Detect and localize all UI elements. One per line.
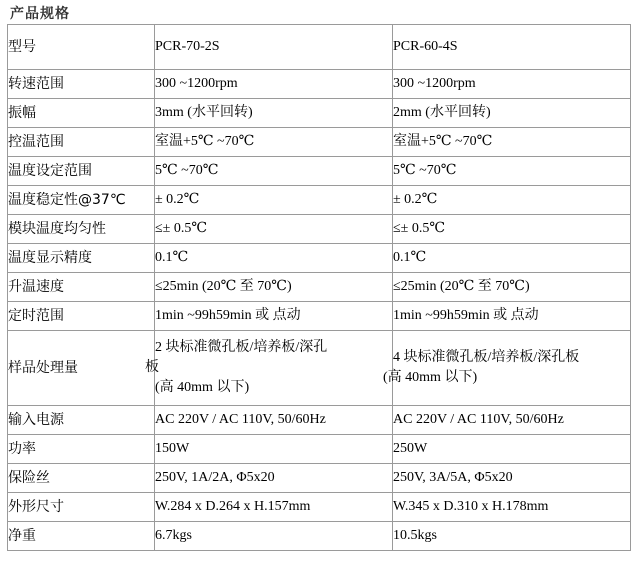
row-label: 输入电源 [8,406,155,435]
table-row [8,70,631,99]
table-row-sample-capacity [8,331,631,406]
model-1-value: AC 220V / AC 110V, 50/60Hz [155,406,393,435]
model-1-value: 150W [155,435,393,464]
row-label: 定时范围 [8,302,155,331]
table-row [8,186,631,215]
value-line: 板 [145,360,159,375]
section-title: 产品规格 [10,6,70,22]
model-2-value: ≤25min (20℃ 至 70℃) [393,273,631,302]
row-label: 外形尺寸 [8,493,155,522]
row-label: 转速范围 [8,70,155,99]
table-row [8,215,631,244]
model-1-value: 300 ~1200rpm [155,70,393,99]
model-1-value: 5℃ ~70℃ [155,157,393,186]
value-line: (高 40mm 以下) [383,370,478,385]
row-label: 温度显示精度 [8,244,155,273]
value-line: 4 块标准微孔板/培养板/深孔板 [393,350,580,365]
row-label: 升温速度 [8,273,155,302]
model-1-value: 0.1℃ [155,244,393,273]
table-row [8,464,631,493]
model-2-value: 2mm (水平回转) [393,99,631,128]
table-row [8,493,631,522]
row-label: 温度设定范围 [8,157,155,186]
row-label: 振幅 [8,99,155,128]
table-row [8,157,631,186]
model-2-value: 5℃ ~70℃ [393,157,631,186]
row-label: 温度稳定性@37℃ [8,186,155,215]
value-line: 2 块标准微孔板/培养板/深孔 [155,340,328,355]
model-1-value [145,331,393,406]
model-2-value: 300 ~1200rpm [393,70,631,99]
row-label: 净重 [8,522,155,551]
table-row [8,244,631,273]
value-line: (高 40mm 以下) [155,380,250,395]
model-2-value: ± 0.2℃ [393,186,631,215]
model-2-name: PCR-60-4S [393,25,631,70]
model-2-value: 250V, 3A/5A, Φ5x20 [393,464,631,493]
table-row [8,435,631,464]
row-label: 样品处理量 [8,331,155,406]
table-row [8,273,631,302]
row-label: 控温范围 [8,128,155,157]
model-1-value: ± 0.2℃ [155,186,393,215]
model-1-value: 室温+5℃ ~70℃ [155,128,393,157]
table-row [8,128,631,157]
model-1-value: 250V, 1A/2A, Φ5x20 [155,464,393,493]
model-1-value: ≤25min (20℃ 至 70℃) [155,273,393,302]
table-row [8,522,631,551]
model-2-value: W.345 x D.310 x H.178mm [393,493,631,522]
table-header-row [8,25,631,70]
model-2-value: AC 220V / AC 110V, 50/60Hz [393,406,631,435]
model-2-value: ≤± 0.5℃ [393,215,631,244]
model-2-value [383,331,631,406]
row-label: 功率 [8,435,155,464]
model-2-value: 室温+5℃ ~70℃ [393,128,631,157]
row-label: 模块温度均匀性 [8,215,155,244]
model-1-value: W.284 x D.264 x H.157mm [155,493,393,522]
model-1-value: 1min ~99h59min 或 点动 [155,302,393,331]
table-row [8,406,631,435]
model-1-value: 6.7kgs [155,522,393,551]
row-label: 保险丝 [8,464,155,493]
model-2-value: 250W [393,435,631,464]
spec-table [7,24,631,551]
model-1-name: PCR-70-2S [155,25,393,70]
model-1-value: 3mm (水平回转) [155,99,393,128]
header-label: 型号 [8,25,155,70]
model-2-value: 10.5kgs [393,522,631,551]
table-row [8,99,631,128]
model-1-value: ≤± 0.5℃ [155,215,393,244]
model-2-value: 1min ~99h59min 或 点动 [393,302,631,331]
model-2-value: 0.1℃ [393,244,631,273]
table-row [8,302,631,331]
